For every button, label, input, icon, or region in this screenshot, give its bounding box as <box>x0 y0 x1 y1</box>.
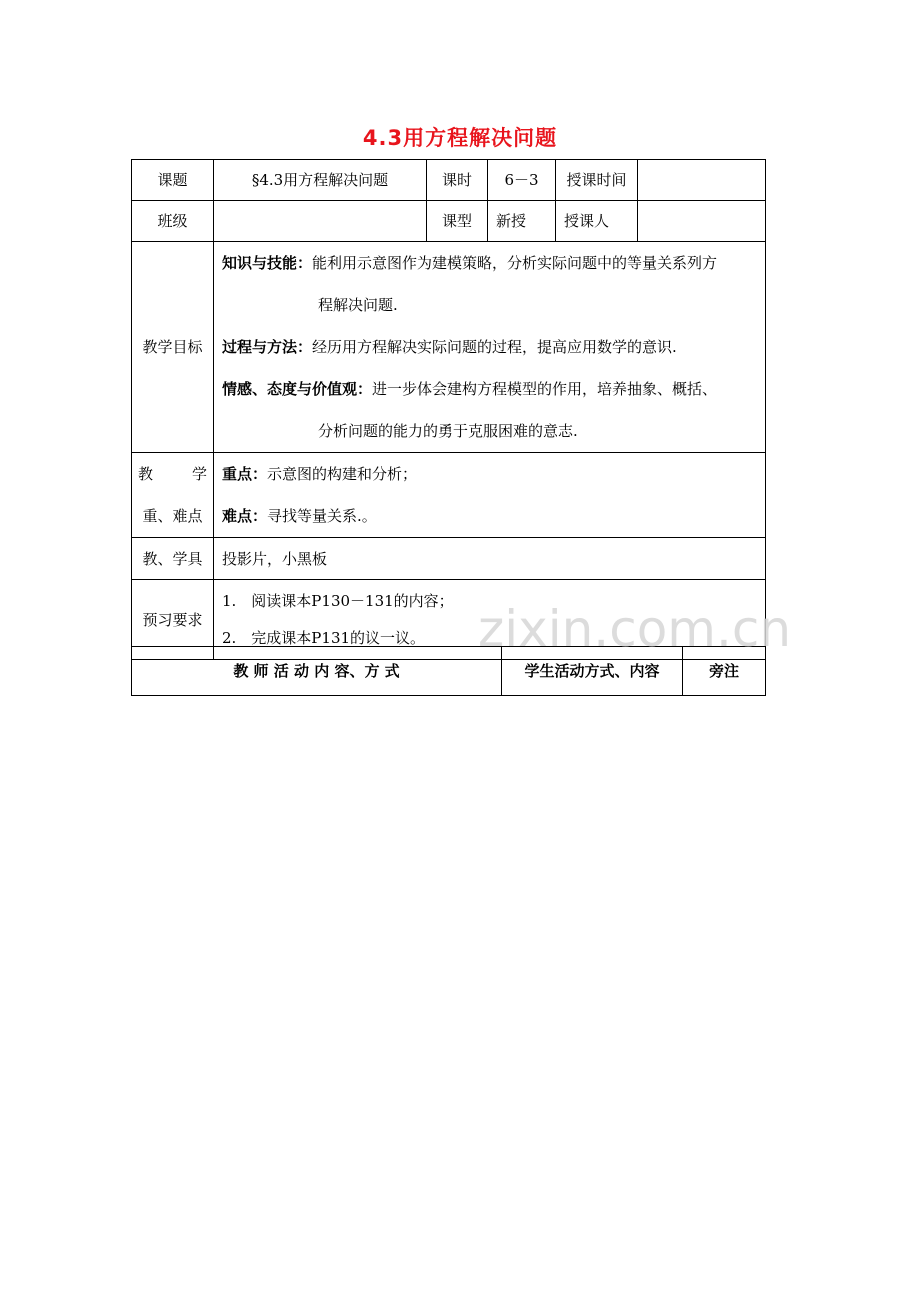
class-value <box>214 201 427 242</box>
notes-header: 旁注 <box>683 647 766 696</box>
table-row-objectives <box>132 242 766 453</box>
tools-label: 教、学具 <box>132 538 214 580</box>
teacher-activity-header: 教 师 活 动 内 容、方 式 <box>132 647 502 696</box>
type-label: 课型 <box>427 201 488 242</box>
topic-label: 课题 <box>132 160 214 201</box>
topic-value: §4.3用方程解决问题 <box>214 160 427 201</box>
knowledge-line <box>222 242 757 284</box>
class-label: 班级 <box>132 201 214 242</box>
page-title: 4.3用方程解决问题 <box>362 126 558 150</box>
key-point-line <box>222 453 757 495</box>
time-label: 授课时间 <box>556 160 638 201</box>
period-value: 6－3 <box>488 160 556 201</box>
emotion-line-2: 分析问题的能力的勇于克服困难的意志. <box>318 422 578 440</box>
key-points-content <box>214 453 766 538</box>
teacher-label: 授课人 <box>556 201 638 242</box>
table-row-class <box>132 201 766 242</box>
key-point-title: 重点： <box>222 465 268 483</box>
preview-item-2: 2. 完成课本P131的议一议。 <box>222 628 426 647</box>
key-points-label <box>132 453 214 538</box>
table-row-key-points <box>132 453 766 538</box>
process-text: 经历用方程解决实际问题的过程，提高应用数学的意识. <box>312 338 677 356</box>
preview-label: 预习要求 <box>132 580 214 660</box>
table-row-tools <box>132 538 766 580</box>
preview-item-1: 1. 阅读课本P130－131的内容； <box>222 591 454 610</box>
activity-header-row <box>132 647 766 696</box>
teacher-value <box>638 201 766 242</box>
emotion-title: 情感、态度与价值观： <box>222 380 373 398</box>
key-point-text: 示意图的构建和分析； <box>267 465 418 483</box>
period-label: 课时 <box>427 160 488 201</box>
knowledge-line-2: 程解决问题. <box>318 296 398 314</box>
difficult-point-title: 难点： <box>222 507 268 525</box>
table-row-topic <box>132 160 766 201</box>
knowledge-title: 知识与技能： <box>222 254 313 272</box>
watermark: zixin.com.cn <box>478 600 792 658</box>
emotion-text-1: 进一步体会建构方程模型的作用，培养抽象、概括、 <box>372 380 718 398</box>
knowledge-text-1: 能利用示意图作为建模策略，分析实际问题中的等量关系列方 <box>312 254 718 272</box>
difficult-point-text: 寻找等量关系.。 <box>267 507 377 525</box>
lesson-plan-table <box>131 159 766 660</box>
key-points-label-b: 学 <box>191 465 207 483</box>
type-value: 新授 <box>488 201 556 242</box>
objectives-content <box>214 242 766 453</box>
student-activity-header: 学生活动方式、内容 <box>502 647 683 696</box>
difficult-point-line <box>222 495 757 537</box>
process-line <box>222 326 757 368</box>
objectives-label: 教学目标 <box>132 242 214 453</box>
activity-table <box>131 646 766 696</box>
process-title: 过程与方法： <box>222 338 313 356</box>
key-points-label-a: 教 <box>138 465 154 483</box>
tools-value: 投影片，小黑板 <box>214 538 766 580</box>
emotion-line <box>222 368 757 410</box>
time-value <box>638 160 766 201</box>
key-points-label-2: 重、难点 <box>142 507 203 525</box>
